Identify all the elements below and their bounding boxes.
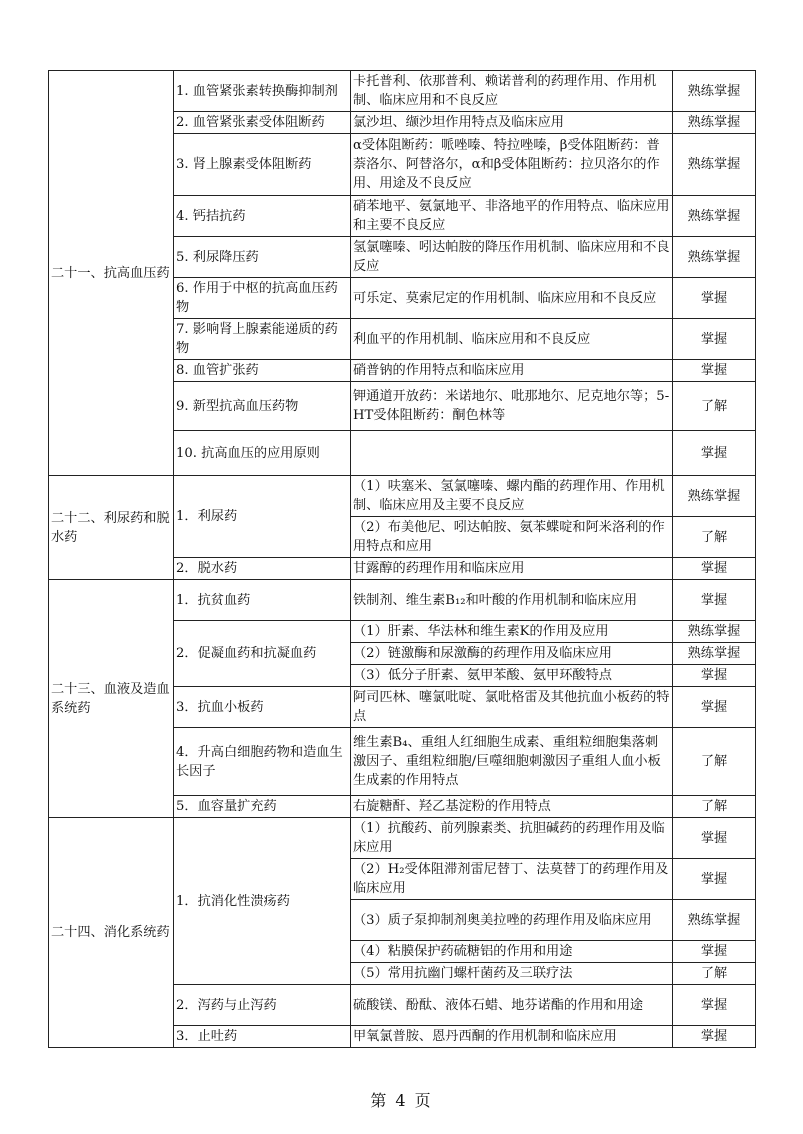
unit-cell: 3．抗血小板药: [174, 687, 351, 728]
content-cell: 氯沙坦、缬沙坦作用特点及临床应用: [351, 112, 673, 134]
level-cell: 掌握: [673, 360, 756, 382]
content-cell: 阿司匹林、噻氯吡啶、氯吡格雷及其他抗血小板药的特点: [351, 687, 673, 728]
syllabus-row: [49, 71, 756, 112]
category-cell: 二十二、利尿药和脱水药: [49, 476, 174, 580]
content-cell: 利血平的作用机制、临床应用和不良反应: [351, 319, 673, 360]
level-cell: 掌握: [673, 665, 756, 687]
category-cell: 二十四、消化系统药: [49, 818, 174, 1048]
unit-cell: 1．利尿药: [174, 476, 351, 558]
level-cell: 掌握: [673, 558, 756, 580]
unit-cell: 5. 利尿降压药: [174, 237, 351, 278]
content-cell: （1）呋塞米、氢氯噻嗪、螺内酯的药理作用、作用机制、临床应用及主要不良反应: [351, 476, 673, 517]
level-cell: 掌握: [673, 278, 756, 319]
level-cell: 掌握: [673, 319, 756, 360]
level-cell: 熟练掌握: [673, 196, 756, 237]
level-cell: 掌握: [673, 818, 756, 859]
level-cell: 熟练掌握: [673, 900, 756, 941]
category-cell: 二十三、血液及造血系统药: [49, 580, 174, 818]
unit-cell: 3. 肾上腺素受体阻断药: [174, 134, 351, 196]
content-cell: 卡托普利、依那普利、赖诺普利的药理作用、作用机制、临床应用和不良反应: [351, 71, 673, 112]
level-cell: 了解: [673, 963, 756, 985]
level-cell: 熟练掌握: [673, 237, 756, 278]
syllabus-row: [49, 818, 756, 859]
content-cell: （2）链激酶和尿激酶的药理作用及临床应用: [351, 643, 673, 665]
level-cell: 了解: [673, 728, 756, 796]
unit-cell: 1．抗消化性溃疡药: [174, 818, 351, 985]
unit-cell: 10. 抗高血压的应用原则: [174, 431, 351, 476]
level-cell: 掌握: [673, 431, 756, 476]
unit-cell: 8. 血管扩张药: [174, 360, 351, 382]
level-cell: 了解: [673, 382, 756, 431]
content-cell: 维生素B₄、重组人红细胞生成素、重组粒细胞集落刺激因子、重组粒细胞/巨噬细胞刺激因子重组人血小板生成素的作用特点: [351, 728, 673, 796]
syllabus-body: [49, 71, 756, 1048]
content-cell: （3）质子泵抑制剂奥美拉唑的药理作用及临床应用: [351, 900, 673, 941]
content-cell: （2）H₂受体阻滞剂雷尼替丁、法莫替丁的药理作用及临床应用: [351, 859, 673, 900]
content-cell: （5）常用抗幽门螺杆菌药及三联疗法: [351, 963, 673, 985]
level-cell: 了解: [673, 517, 756, 558]
level-cell: 熟练掌握: [673, 134, 756, 196]
unit-cell: 1. 血管紧张素转换酶抑制剂: [174, 71, 351, 112]
level-cell: 熟练掌握: [673, 112, 756, 134]
content-cell: 硝普钠的作用特点和临床应用: [351, 360, 673, 382]
unit-cell: 2．脱水药: [174, 558, 351, 580]
syllabus-row: [49, 580, 756, 621]
syllabus-table: [48, 70, 756, 1048]
category-cell: 二十一、抗高血压药: [49, 71, 174, 476]
content-cell: 右旋糖酐、羟乙基淀粉的作用特点: [351, 796, 673, 818]
content-cell: （4）粘膜保护药硫糖铝的作用和用途: [351, 941, 673, 963]
unit-cell: 7. 影响肾上腺素能递质的药物: [174, 319, 351, 360]
content-cell: （3）低分子肝素、氨甲苯酸、氨甲环酸特点: [351, 665, 673, 687]
level-cell: 掌握: [673, 687, 756, 728]
level-cell: 掌握: [673, 985, 756, 1026]
unit-cell: 9. 新型抗高血压药物: [174, 382, 351, 431]
content-cell: 甲氧氯普胺、恩丹西酮的作用机制和临床应用: [351, 1026, 673, 1048]
level-cell: 了解: [673, 796, 756, 818]
level-cell: 熟练掌握: [673, 476, 756, 517]
level-cell: 熟练掌握: [673, 621, 756, 643]
content-cell: [351, 431, 673, 476]
content-cell: （1）肝素、华法林和维生素K的作用及应用: [351, 621, 673, 643]
unit-cell: 4. 钙拮抗药: [174, 196, 351, 237]
content-cell: 甘露醇的药理作用和临床应用: [351, 558, 673, 580]
level-cell: 掌握: [673, 859, 756, 900]
content-cell: α受体阻断药：哌唑嗪、特拉唑嗪，β受体阻断药：普萘洛尔、阿替洛尔，α和β受体阻断药：拉贝洛尔的作用、用途及不良反应: [351, 134, 673, 196]
level-cell: 掌握: [673, 1026, 756, 1048]
content-cell: 硝苯地平、氨氯地平、非洛地平的作用特点、临床应用和主要不良反应: [351, 196, 673, 237]
unit-cell: 6. 作用于中枢的抗高血压药物: [174, 278, 351, 319]
unit-cell: 5．血容量扩充药: [174, 796, 351, 818]
level-cell: 熟练掌握: [673, 71, 756, 112]
content-cell: 可乐定、莫索尼定的作用机制、临床应用和不良反应: [351, 278, 673, 319]
unit-cell: 2. 血管紧张素受体阻断药: [174, 112, 351, 134]
page-footer: 第 4 页: [370, 1091, 433, 1110]
content-cell: （1）抗酸药、前列腺素类、抗胆碱药的药理作用及临床应用: [351, 818, 673, 859]
level-cell: 熟练掌握: [673, 643, 756, 665]
unit-cell: 1．抗贫血药: [174, 580, 351, 621]
unit-cell: 4．升高白细胞药物和造血生长因子: [174, 728, 351, 796]
content-cell: 铁制剂、维生素B₁₂和叶酸的作用机制和临床应用: [351, 580, 673, 621]
content-cell: 氢氯噻嗪、吲达帕胺的降压作用机制、临床应用和不良反应: [351, 237, 673, 278]
unit-cell: 2．促凝血药和抗凝血药: [174, 621, 351, 687]
unit-cell: 2．泻药与止泻药: [174, 985, 351, 1026]
level-cell: 掌握: [673, 941, 756, 963]
unit-cell: 3．止吐药: [174, 1026, 351, 1048]
level-cell: 掌握: [673, 580, 756, 621]
content-cell: 钾通道开放药：米诺地尔、吡那地尔、尼克地尔等；5-HT受体阻断药：酮色林等: [351, 382, 673, 431]
content-cell: （2）布美他尼、吲达帕胺、氨苯蝶啶和阿米洛利的作用特点和应用: [351, 517, 673, 558]
syllabus-row: [49, 476, 756, 517]
content-cell: 硫酸镁、酚酞、液体石蜡、地芬诺酯的作用和用途: [351, 985, 673, 1026]
